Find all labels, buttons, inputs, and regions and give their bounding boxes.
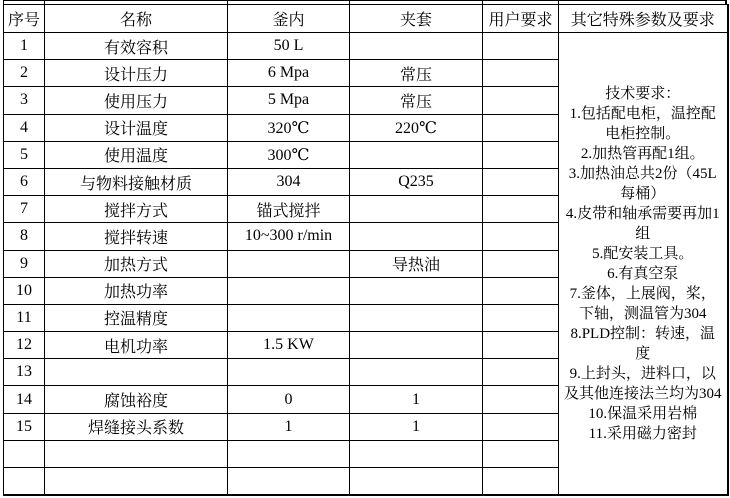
cell-user bbox=[483, 468, 559, 496]
cell-name: 设计温度 bbox=[45, 114, 228, 141]
cell-kettle: 0 bbox=[228, 386, 350, 413]
cell-no: 5 bbox=[4, 141, 45, 168]
header-user-request: 用户要求 bbox=[483, 5, 559, 33]
header-name: 名称 bbox=[45, 5, 228, 33]
note-item: 4.皮带和轴承需要再加1组 bbox=[565, 205, 720, 242]
note-item: 8.PLD控制：转速，温度 bbox=[570, 325, 716, 362]
table-top-edge-line bbox=[3, 0, 726, 1]
cell-name: 焊缝接头系数 bbox=[45, 413, 228, 440]
cell-user bbox=[483, 332, 559, 359]
cell-name: 与物料接触材质 bbox=[45, 168, 228, 195]
cell-name: 加热方式 bbox=[45, 250, 228, 277]
cell-user bbox=[483, 386, 559, 413]
cell-name: 电机功率 bbox=[45, 332, 228, 359]
cell-name bbox=[45, 468, 228, 496]
note-item: 10.保温采用岩棉 bbox=[588, 405, 698, 422]
header-special-params: 其它特殊参数及要求 bbox=[559, 5, 728, 33]
cell-kettle: 锚式搅拌 bbox=[228, 196, 350, 223]
cell-user bbox=[483, 304, 559, 331]
cell-jacket: 常压 bbox=[350, 87, 483, 114]
note-item: 6.有真空泵 bbox=[607, 265, 679, 282]
cell-user bbox=[483, 196, 559, 223]
cell-name: 控温精度 bbox=[45, 304, 228, 331]
cell-no: 9 bbox=[4, 250, 45, 277]
cell-jacket bbox=[350, 141, 483, 168]
cell-no: 4 bbox=[4, 114, 45, 141]
cell-user bbox=[483, 440, 559, 467]
cell-no: 8 bbox=[4, 223, 45, 250]
cell-no: 14 bbox=[4, 386, 45, 413]
cell-kettle: 6 Mpa bbox=[228, 60, 350, 87]
cell-jacket bbox=[350, 33, 483, 60]
cell-jacket bbox=[350, 332, 483, 359]
cell-name: 有效容积 bbox=[45, 33, 228, 60]
note-item: 3.加热油总共2份（45L每桶） bbox=[568, 165, 717, 202]
table-body bbox=[4, 33, 728, 496]
cell-name: 使用压力 bbox=[45, 87, 228, 114]
note-item: 2.加热管再配1组。 bbox=[580, 145, 705, 162]
cell-user bbox=[483, 250, 559, 277]
cell-no: 3 bbox=[4, 87, 45, 114]
cell-kettle: 300℃ bbox=[228, 141, 350, 168]
cell-no: 13 bbox=[4, 359, 45, 386]
cell-jacket bbox=[350, 223, 483, 250]
cell-kettle: 50 L bbox=[228, 33, 350, 60]
cell-kettle: 320℃ bbox=[228, 114, 350, 141]
note-item: 11.采用磁力密封 bbox=[588, 425, 697, 442]
tech-requirements-title: 技术要求： bbox=[605, 85, 681, 102]
cell-name: 加热功率 bbox=[45, 277, 228, 304]
cell-kettle: 1.5 KW bbox=[228, 332, 350, 359]
note-item: 9.上封头，进料口，以及其他连接法兰均为304 bbox=[564, 365, 722, 402]
cell-kettle: 1 bbox=[228, 413, 350, 440]
table-row bbox=[4, 33, 728, 60]
special-requirements-cell bbox=[559, 33, 728, 496]
cell-jacket: 220℃ bbox=[350, 114, 483, 141]
header-jacket: 夹套 bbox=[350, 5, 483, 33]
cell-user bbox=[483, 223, 559, 250]
cell-jacket: Q235 bbox=[350, 168, 483, 195]
cell-no: 10 bbox=[4, 277, 45, 304]
spec-table bbox=[3, 4, 729, 496]
cell-no: 12 bbox=[4, 332, 45, 359]
cell-user bbox=[483, 359, 559, 386]
cell-no: 11 bbox=[4, 304, 45, 331]
cell-no: 15 bbox=[4, 413, 45, 440]
cell-name: 使用温度 bbox=[45, 141, 228, 168]
cell-user bbox=[483, 277, 559, 304]
cell-kettle bbox=[228, 440, 350, 467]
cell-jacket bbox=[350, 277, 483, 304]
cell-kettle bbox=[228, 277, 350, 304]
note-item: 1.包括配电柜，温控配电柜控制。 bbox=[569, 105, 716, 142]
cell-name: 设计压力 bbox=[45, 60, 228, 87]
cell-kettle: 304 bbox=[228, 168, 350, 195]
cell-no: 6 bbox=[4, 168, 45, 195]
cell-user bbox=[483, 141, 559, 168]
cell-name bbox=[45, 359, 228, 386]
cell-name: 搅拌方式 bbox=[45, 196, 228, 223]
cell-kettle: 10~300 r/min bbox=[228, 223, 350, 250]
cell-user bbox=[483, 87, 559, 114]
cell-kettle bbox=[228, 359, 350, 386]
cell-name: 腐蚀裕度 bbox=[45, 386, 228, 413]
cell-user bbox=[483, 60, 559, 87]
cell-user bbox=[483, 168, 559, 195]
cell-user bbox=[483, 114, 559, 141]
cell-kettle: 5 Mpa bbox=[228, 87, 350, 114]
note-item: 7.釜体，上展阀，桨，下轴，测温管为304 bbox=[569, 285, 716, 322]
cell-kettle bbox=[228, 250, 350, 277]
cell-no: 7 bbox=[4, 196, 45, 223]
header-serial-number: 序号 bbox=[4, 5, 45, 33]
cell-jacket bbox=[350, 440, 483, 467]
cell-no bbox=[4, 468, 45, 496]
cell-kettle bbox=[228, 468, 350, 496]
cell-jacket: 导热油 bbox=[350, 250, 483, 277]
cell-jacket bbox=[350, 468, 483, 496]
cell-jacket: 1 bbox=[350, 386, 483, 413]
header-row bbox=[4, 5, 728, 33]
cell-kettle bbox=[228, 304, 350, 331]
cell-jacket bbox=[350, 304, 483, 331]
cell-jacket: 常压 bbox=[350, 60, 483, 87]
cell-user bbox=[483, 413, 559, 440]
note-item: 5.配安装工具。 bbox=[592, 245, 694, 262]
cell-no: 1 bbox=[4, 33, 45, 60]
cell-no bbox=[4, 440, 45, 467]
cell-jacket bbox=[350, 196, 483, 223]
header-kettle-inner: 釜内 bbox=[228, 5, 350, 33]
cell-no: 2 bbox=[4, 60, 45, 87]
cell-jacket: 1 bbox=[350, 413, 483, 440]
cell-user bbox=[483, 33, 559, 60]
cell-jacket bbox=[350, 359, 483, 386]
cell-name bbox=[45, 440, 228, 467]
cell-name: 搅拌转速 bbox=[45, 223, 228, 250]
